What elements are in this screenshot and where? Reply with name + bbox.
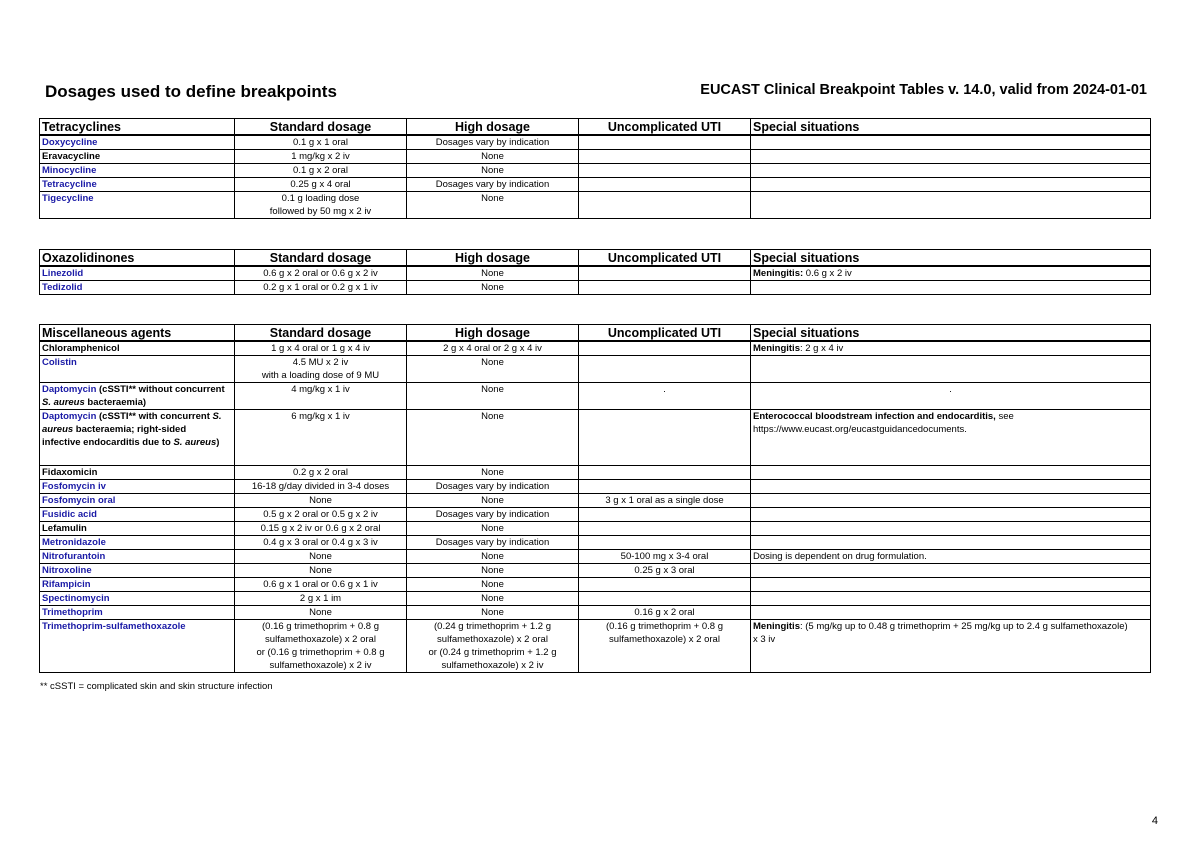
table-header-row	[40, 119, 1151, 136]
high-dosage: None	[407, 192, 579, 219]
agent-link[interactable]: Daptomycin	[42, 411, 97, 422]
document-subtitle: EUCAST Clinical Breakpoint Tables v. 14.0, valid from 2024-01-01	[700, 82, 1147, 98]
table-row	[40, 383, 1151, 410]
agent-link[interactable]: Daptomycin	[42, 384, 97, 395]
special-label: Enterococcal bloodstream infection and endocarditis,	[753, 411, 996, 422]
special-situations	[751, 410, 1151, 466]
agent-name: Fidaxomicin	[40, 466, 235, 480]
table-row	[40, 356, 1151, 383]
special-situations	[751, 178, 1151, 192]
table-row	[40, 410, 1151, 466]
standard-dosage: 0.1 g x 1 oral	[235, 135, 407, 150]
agent-name: Chloramphenicol	[40, 341, 235, 356]
uti-dosage	[579, 592, 751, 606]
table-row	[40, 522, 1151, 536]
uti-dosage	[579, 522, 751, 536]
guidance-link[interactable]: https://www.eucast.org/eucastguidancedocuments.	[753, 424, 967, 435]
table-row	[40, 480, 1151, 494]
high-dosage: None	[407, 522, 579, 536]
agent-qualifier: (cSSTI** without concurrent	[96, 384, 225, 395]
special-situations	[751, 266, 1151, 281]
special-situations	[751, 564, 1151, 578]
special-text: 0.6 g x 2 iv	[803, 268, 852, 279]
table-row	[40, 550, 1151, 564]
special-situations	[751, 606, 1151, 620]
group-header: Miscellaneous agents	[40, 325, 235, 342]
standard-dosage: None	[235, 606, 407, 620]
standard-dosage: None	[235, 494, 407, 508]
high-dosage: None	[407, 164, 579, 178]
high-dosage: None	[407, 466, 579, 480]
high-line: or (0.24 g trimethoprim + 1.2 g	[428, 647, 557, 658]
special-situations	[751, 135, 1151, 150]
standard-dosage: 0.6 g x 1 oral or 0.6 g x 1 iv	[235, 578, 407, 592]
high-dosage: None	[407, 410, 579, 466]
uti-dosage	[579, 620, 751, 673]
high-dosage: Dosages vary by indication	[407, 178, 579, 192]
table-row	[40, 592, 1151, 606]
standard-dosage: 0.2 g x 2 oral	[235, 466, 407, 480]
standard-dosage: 0.5 g x 2 oral or 0.5 g x 2 iv	[235, 508, 407, 522]
standard-line: 0.1 g loading dose	[281, 193, 360, 204]
table-row	[40, 494, 1151, 508]
col-high-header: High dosage	[407, 119, 579, 136]
agent-link[interactable]: Rifampicin	[40, 578, 235, 592]
table-row	[40, 135, 1151, 150]
high-dosage: None	[407, 494, 579, 508]
standard-dosage: None	[235, 564, 407, 578]
col-standard-header: Standard dosage	[235, 119, 407, 136]
agent-name: Lefamulin	[40, 522, 235, 536]
standard-dosage: 0.6 g x 2 oral or 0.6 g x 2 iv	[235, 266, 407, 281]
special-situations	[751, 356, 1151, 383]
standard-dosage: 0.15 g x 2 iv or 0.6 g x 2 oral	[235, 522, 407, 536]
standard-dosage: None	[235, 550, 407, 564]
standard-dosage: 0.4 g x 3 oral or 0.4 g x 3 iv	[235, 536, 407, 550]
table-row	[40, 578, 1151, 592]
high-dosage: 2 g x 4 oral or 2 g x 4 iv	[407, 341, 579, 356]
agent-qualifier: bacteraemia; right-sided	[73, 424, 187, 435]
agent-link[interactable]: Colistin	[40, 356, 235, 383]
standard-dosage: 1 mg/kg x 2 iv	[235, 150, 407, 164]
col-special-header: Special situations	[751, 119, 1151, 136]
agent-link[interactable]: Tedizolid	[40, 281, 235, 295]
table-row	[40, 192, 1151, 219]
uti-dosage	[579, 192, 751, 219]
uti-dosage	[579, 178, 751, 192]
standard-line: with a loading dose of 9 MU	[261, 370, 380, 381]
group-header: Tetracyclines	[40, 119, 235, 136]
table-row	[40, 606, 1151, 620]
agent-link[interactable]: Spectinomycin	[40, 592, 235, 606]
uti-dosage	[579, 536, 751, 550]
uti-dosage	[579, 356, 751, 383]
agent-qualifier: bacteraemia)	[84, 397, 147, 408]
standard-dosage	[235, 620, 407, 673]
table-row	[40, 466, 1151, 480]
agent-name: Eravacycline	[40, 150, 235, 164]
special-situations: .	[751, 383, 1151, 410]
table-row	[40, 508, 1151, 522]
high-line: (0.24 g trimethoprim + 1.2 g	[434, 621, 551, 632]
agent-link[interactable]: Fusidic acid	[40, 508, 235, 522]
special-situations	[751, 536, 1151, 550]
high-dosage	[407, 620, 579, 673]
agent-cell	[40, 383, 235, 410]
col-uti-header: Uncomplicated UTI	[579, 250, 751, 267]
high-dosage: Dosages vary by indication	[407, 508, 579, 522]
uti-dosage	[579, 480, 751, 494]
uti-dosage	[579, 410, 751, 466]
page-title: Dosages used to define breakpoints	[45, 82, 337, 101]
special-situations	[751, 620, 1151, 673]
agent-link[interactable]: Trimethoprim-sulfamethoxazole	[40, 620, 235, 673]
table-row	[40, 536, 1151, 550]
standard-dosage: 1 g x 4 oral or 1 g x 4 iv	[235, 341, 407, 356]
uti-dosage	[579, 578, 751, 592]
col-uti-header: Uncomplicated UTI	[579, 325, 751, 342]
agent-link[interactable]: Trimethoprim	[40, 606, 235, 620]
high-dosage: None	[407, 592, 579, 606]
oxazolidinones-table	[39, 249, 1151, 295]
special-text: x 3 iv	[753, 634, 776, 645]
tetracyclines-table	[39, 118, 1151, 219]
col-uti-header: Uncomplicated UTI	[579, 119, 751, 136]
standard-dosage	[235, 356, 407, 383]
uti-dosage: 0.16 g x 2 oral	[579, 606, 751, 620]
special-situations	[751, 508, 1151, 522]
special-label: Meningitis:	[753, 268, 804, 279]
col-standard-header: Standard dosage	[235, 250, 407, 267]
group-header: Oxazolidinones	[40, 250, 235, 267]
high-line: sulfamethoxazole) x 2 iv	[441, 660, 544, 671]
standard-dosage: 2 g x 1 im	[235, 592, 407, 606]
agent-link[interactable]: Doxycycline	[40, 135, 235, 150]
uti-dosage: 0.25 g x 3 oral	[579, 564, 751, 578]
high-dosage: None	[407, 266, 579, 281]
uti-line: sulfamethoxazole) x 2 oral	[609, 634, 720, 645]
table-header-row	[40, 250, 1151, 267]
special-situations	[751, 164, 1151, 178]
standard-dosage: 0.25 g x 4 oral	[235, 178, 407, 192]
special-label: Meningitis	[753, 343, 800, 354]
page-number: 4	[1151, 815, 1158, 827]
standard-line: sulfamethoxazole) x 2 iv	[269, 660, 372, 671]
high-dosage: None	[407, 578, 579, 592]
standard-dosage: 0.2 g x 1 oral or 0.2 g x 1 iv	[235, 281, 407, 295]
organism-name: aureus	[42, 424, 74, 435]
uti-dosage: 3 g x 1 oral as a single dose	[579, 494, 751, 508]
high-dosage: None	[407, 356, 579, 383]
col-special-header: Special situations	[751, 325, 1151, 342]
table-row	[40, 150, 1151, 164]
high-dosage: Dosages vary by indication	[407, 480, 579, 494]
col-standard-header: Standard dosage	[235, 325, 407, 342]
special-situations	[751, 480, 1151, 494]
uti-dosage	[579, 466, 751, 480]
standard-dosage: 6 mg/kg x 1 iv	[235, 410, 407, 466]
special-situations	[751, 592, 1151, 606]
standard-line: followed by 50 mg x 2 iv	[269, 206, 372, 217]
standard-line: (0.16 g trimethoprim + 0.8 g	[262, 621, 379, 632]
special-situations	[751, 522, 1151, 536]
uti-dosage	[579, 150, 751, 164]
uti-dosage	[579, 508, 751, 522]
misc-agents-table	[39, 324, 1151, 673]
standard-line: sulfamethoxazole) x 2 oral	[265, 634, 376, 645]
special-situations: Dosing is dependent on drug formulation.	[751, 550, 1151, 564]
standard-dosage	[235, 192, 407, 219]
special-situations	[751, 466, 1151, 480]
uti-dosage	[579, 164, 751, 178]
high-dosage: None	[407, 150, 579, 164]
col-high-header: High dosage	[407, 250, 579, 267]
agent-link[interactable]: Fosfomycin oral	[40, 494, 235, 508]
agent-link[interactable]: Metronidazole	[40, 536, 235, 550]
table-row	[40, 564, 1151, 578]
table-row	[40, 164, 1151, 178]
high-dosage: None	[407, 606, 579, 620]
high-dosage: None	[407, 564, 579, 578]
agent-qualifier: infective endocarditis due to	[42, 437, 174, 448]
high-dosage: Dosages vary by indication	[407, 135, 579, 150]
special-situations	[751, 494, 1151, 508]
agent-link[interactable]: Fosfomycin iv	[40, 480, 235, 494]
high-dosage: None	[407, 383, 579, 410]
high-dosage: None	[407, 281, 579, 295]
table-row	[40, 178, 1151, 192]
agent-link[interactable]: Linezolid	[40, 266, 235, 281]
uti-dosage	[579, 135, 751, 150]
footnote: ** cSSTI = complicated skin and skin structure infection	[40, 681, 273, 692]
standard-line: 4.5 MU x 2 iv	[292, 357, 349, 368]
agent-link[interactable]: Minocycline	[40, 164, 235, 178]
table-row	[40, 266, 1151, 281]
special-situations	[751, 578, 1151, 592]
high-dosage: None	[407, 550, 579, 564]
uti-dosage	[579, 281, 751, 295]
table-row	[40, 620, 1151, 673]
special-text: see	[995, 411, 1014, 422]
special-situations	[751, 281, 1151, 295]
special-situations	[751, 192, 1151, 219]
standard-dosage: 4 mg/kg x 1 iv	[235, 383, 407, 410]
organism-name: S.	[212, 411, 222, 422]
standard-dosage: 16-18 g/day divided in 3-4 doses	[235, 480, 407, 494]
organism-name: S. aureus	[42, 397, 85, 408]
agent-link[interactable]: Tigecycline	[40, 192, 235, 219]
standard-dosage: 0.1 g x 2 oral	[235, 164, 407, 178]
uti-dosage: 50-100 mg x 3-4 oral	[579, 550, 751, 564]
agent-link[interactable]: Tetracycline	[40, 178, 235, 192]
high-line: sulfamethoxazole) x 2 oral	[437, 634, 548, 645]
uti-dosage: .	[579, 383, 751, 410]
table-row	[40, 341, 1151, 356]
special-text: : 2 g x 4 iv	[799, 343, 844, 354]
special-situations	[751, 150, 1151, 164]
uti-dosage	[579, 341, 751, 356]
agent-cell	[40, 410, 235, 466]
special-label: Meningitis	[753, 621, 800, 632]
organism-name: S. aureus	[173, 437, 217, 448]
agent-qualifier: )	[216, 437, 220, 448]
agent-link[interactable]: Nitroxoline	[40, 564, 235, 578]
uti-line: (0.16 g trimethoprim + 0.8 g	[606, 621, 723, 632]
col-special-header: Special situations	[751, 250, 1151, 267]
col-high-header: High dosage	[407, 325, 579, 342]
uti-dosage	[579, 266, 751, 281]
agent-qualifier: (cSSTI** with concurrent	[96, 411, 213, 422]
agent-link[interactable]: Nitrofurantoin	[40, 550, 235, 564]
table-header-row	[40, 325, 1151, 342]
high-dosage: Dosages vary by indication	[407, 536, 579, 550]
standard-line: or (0.16 g trimethoprim + 0.8 g	[256, 647, 385, 658]
special-text: : (5 mg/kg up to 0.48 g trimethoprim + 25 mg/kg up to 2.4 g sulfamethoxazole)	[799, 621, 1128, 632]
table-row	[40, 281, 1151, 295]
special-situations	[751, 341, 1151, 356]
